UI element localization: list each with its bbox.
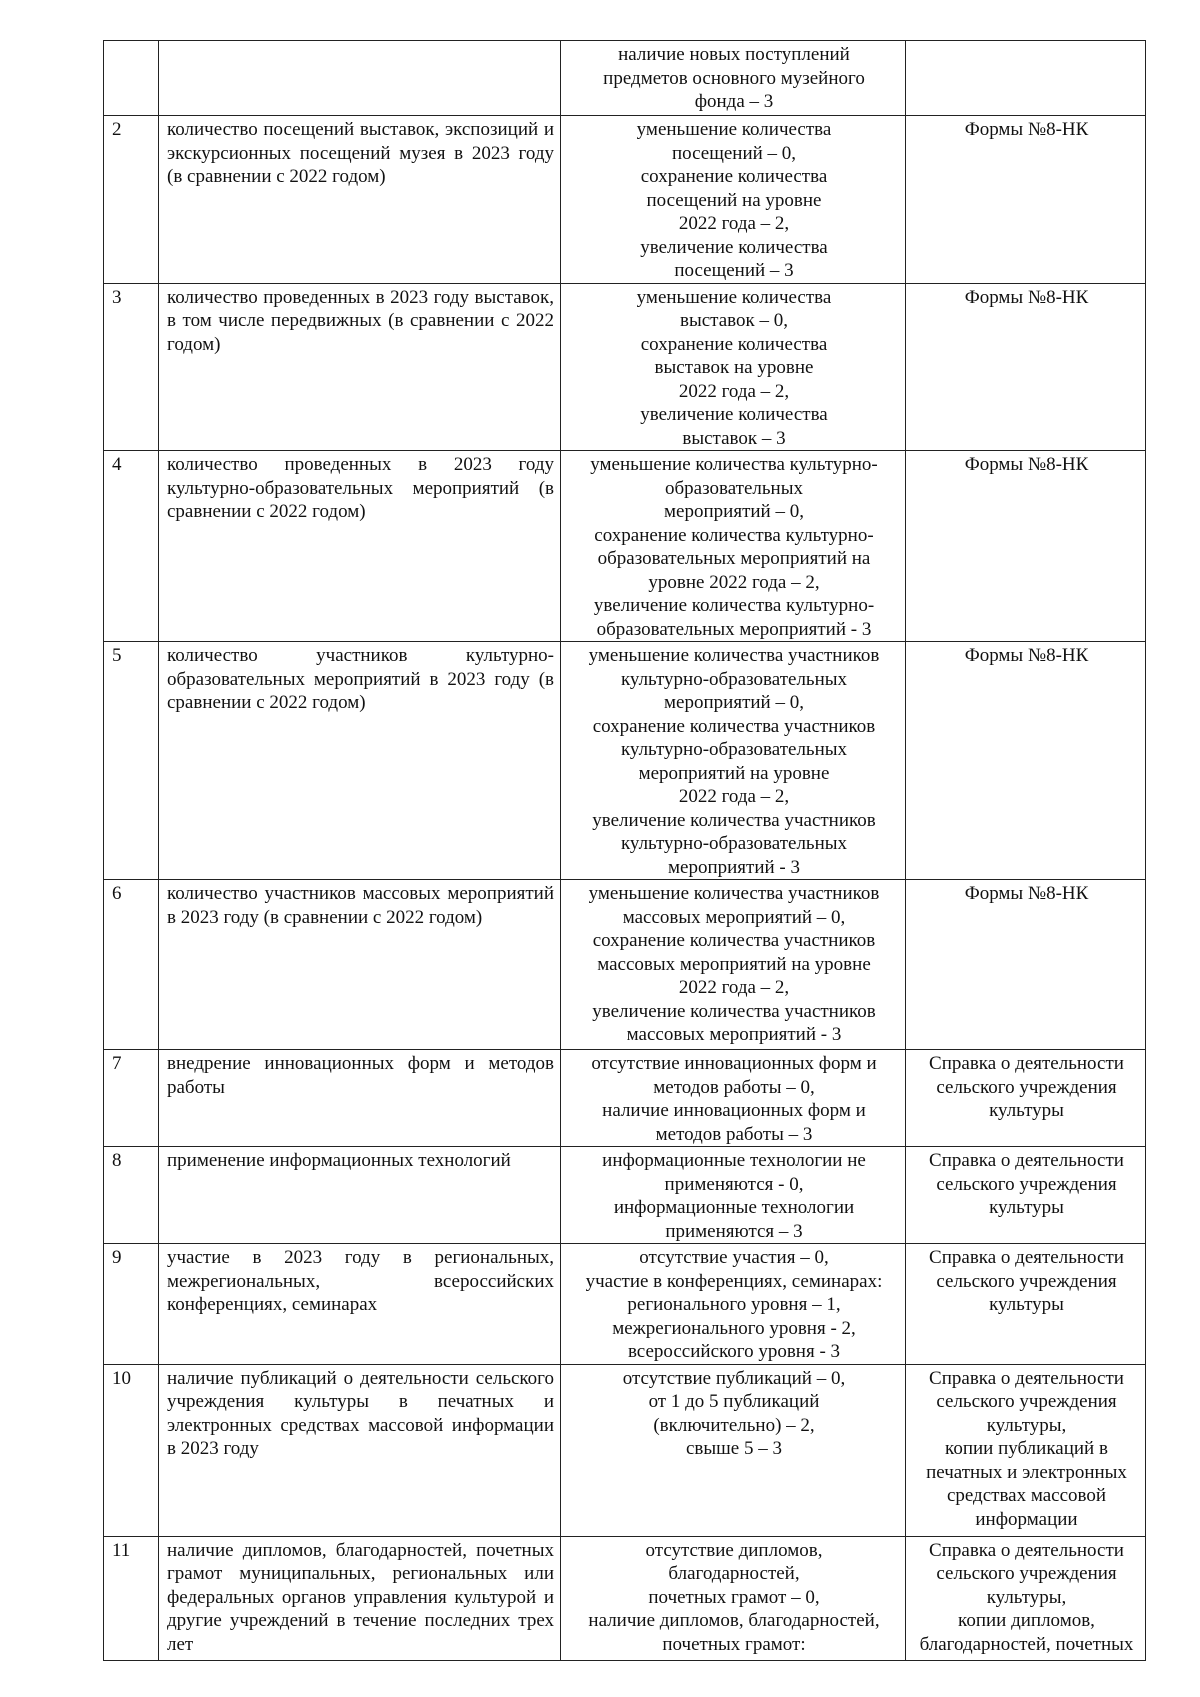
scoring-line: увеличение количества: [640, 404, 828, 425]
row-number: 5: [104, 642, 159, 880]
scoring-line: увеличение количества культурно-: [593, 595, 875, 616]
table-row: [104, 1364, 1146, 1536]
source-line: средствах массовой: [946, 1485, 1107, 1506]
scoring-line: образовательных: [665, 477, 803, 499]
row-number: 2: [104, 116, 159, 284]
table-row: [104, 283, 1146, 451]
scoring-line: наличие новых поступлений: [618, 44, 850, 65]
table-row: [104, 880, 1146, 1050]
row-number: 7: [104, 1050, 159, 1147]
scoring-line: методов работы – 0,: [653, 1076, 815, 1098]
criterion-text: наличие публикаций о деятельности сельского учреждения культуры в печатных и электронных средствах массовой информации в 2023 году: [159, 1364, 561, 1536]
scoring-line: сохранение количества участников: [592, 930, 876, 951]
scoring-line: предметов основного музейного: [603, 67, 865, 89]
source-cell: [906, 1050, 1146, 1147]
table-row: [104, 1050, 1146, 1147]
criterion-text: наличие дипломов, благодарностей, почетных грамот муниципальных, региональных или федеральных органов управления культурой и другие учреждений в течение последних трех лет: [159, 1536, 561, 1660]
scoring-line: выставок на уровне: [654, 357, 814, 378]
source-cell: [906, 116, 1146, 284]
scoring-line: массовых мероприятий – 0,: [622, 906, 846, 928]
table-row: [104, 1147, 1146, 1244]
scoring-cell: [561, 1050, 906, 1147]
scoring-cell: [561, 1244, 906, 1365]
scoring-line: применяются - 0,: [664, 1173, 804, 1195]
source-line: Справка о деятельности: [929, 1150, 1124, 1171]
scoring-line: сохранение количества: [640, 333, 828, 355]
scoring-line: культурно-образовательных: [620, 833, 848, 854]
source-line: сельского учреждения: [936, 1076, 1117, 1098]
scoring-line: мероприятий на уровне: [638, 762, 830, 784]
row-number: 6: [104, 880, 159, 1050]
scoring-line: посещений на уровне: [646, 189, 822, 211]
scoring-line: массовых мероприятий на уровне: [597, 953, 871, 975]
source-line: культуры: [989, 1197, 1064, 1218]
row-number: 9: [104, 1244, 159, 1365]
criterion-text: количество проведенных в 2023 году культурно-образовательных мероприятий (в сравнении с 2022 годом): [159, 451, 561, 642]
scoring-cell: [561, 451, 906, 642]
source-line: копии публикаций в: [945, 1438, 1108, 1459]
source-cell: [906, 451, 1146, 642]
source-line: копии дипломов,: [958, 1610, 1095, 1631]
row-number: 8: [104, 1147, 159, 1244]
source-line: Формы №8-НК: [964, 645, 1089, 666]
source-line: культуры: [989, 1294, 1064, 1315]
row-number: 11: [104, 1536, 159, 1660]
scoring-cell: [561, 1147, 906, 1244]
scoring-line: увеличение количества участников: [592, 1000, 876, 1022]
source-line: информации: [975, 1508, 1078, 1530]
source-cell: [906, 283, 1146, 451]
scoring-line: от 1 до 5 публикаций: [648, 1391, 820, 1412]
scoring-line: межрегионального уровня - 2,: [612, 1317, 856, 1339]
scoring-cell: [561, 283, 906, 451]
scoring-cell: [561, 642, 906, 880]
scoring-line: благодарностей,: [668, 1563, 800, 1584]
scoring-line: культурно-образовательных: [620, 668, 848, 690]
scoring-line: мероприятий – 0,: [664, 692, 804, 713]
scoring-line: почетных грамот:: [662, 1633, 806, 1655]
scoring-line: сохранение количества культурно-: [594, 524, 874, 546]
row-number: 3: [104, 283, 159, 451]
scoring-line: выставок – 3: [682, 427, 786, 449]
source-cell: [906, 1536, 1146, 1660]
criterion-text: [159, 41, 561, 116]
scoring-line: посещений – 0,: [671, 142, 797, 164]
criterion-text: количество участников массовых мероприятий в 2023 году (в сравнении с 2022 годом): [159, 880, 561, 1050]
scoring-line: отсутствие дипломов,: [645, 1539, 823, 1561]
scoring-line: образовательных мероприятий на: [597, 548, 871, 569]
table-row: [104, 451, 1146, 642]
scoring-line: отсутствие участия – 0,: [639, 1247, 829, 1268]
source-line: печатных и электронных: [926, 1461, 1127, 1483]
scoring-line: 2022 года – 2,: [678, 213, 790, 234]
criterion-text: количество проведенных в 2023 году выставок, в том числе передвижных (в сравнении с 2022 годом): [159, 283, 561, 451]
source-line: сельского учреждения: [936, 1173, 1117, 1195]
source-line: Справка о деятельности: [929, 1053, 1124, 1074]
scoring-line: регионального уровня – 1,: [627, 1294, 841, 1315]
scoring-line: выставок – 0,: [680, 310, 788, 331]
table-row: [104, 1536, 1146, 1660]
source-cell: [906, 1364, 1146, 1536]
source-line: Формы №8-НК: [964, 883, 1089, 904]
row-number: 4: [104, 451, 159, 642]
scoring-line: 2022 года – 2,: [678, 380, 790, 402]
scoring-line: увеличение количества участников: [592, 809, 876, 831]
scoring-cell: [561, 1364, 906, 1536]
source-line: сельского учреждения: [936, 1391, 1117, 1412]
source-line: сельского учреждения: [936, 1270, 1117, 1292]
criteria-table: [103, 40, 1146, 1661]
source-line: культуры: [989, 1100, 1064, 1121]
scoring-line: образовательных мероприятий - 3: [596, 618, 872, 640]
scoring-cell: [561, 116, 906, 284]
scoring-line: сохранение количества: [640, 166, 828, 187]
scoring-line: наличие инновационных форм и: [602, 1100, 866, 1121]
source-cell: [906, 41, 1146, 116]
criterion-text: количество участников культурно-образовательных мероприятий в 2023 году (в сравнении с 2022 годом): [159, 642, 561, 880]
source-line: Формы №8-НК: [964, 454, 1089, 475]
scoring-cell: [561, 1536, 906, 1660]
scoring-line: всероссийского уровня - 3: [627, 1341, 841, 1362]
scoring-line: информационные технологии не: [602, 1150, 866, 1171]
scoring-line: уровне 2022 года – 2,: [648, 571, 820, 593]
table-row: [104, 642, 1146, 880]
row-number: [104, 41, 159, 116]
scoring-line: уменьшение количества участников: [588, 645, 880, 666]
table-row: [104, 41, 1146, 116]
scoring-line: отсутствие публикаций – 0,: [622, 1367, 846, 1389]
scoring-cell: [561, 41, 906, 116]
source-cell: [906, 880, 1146, 1050]
source-line: сельского учреждения: [936, 1563, 1117, 1584]
scoring-line: мероприятий – 0,: [664, 501, 804, 522]
row-number: 10: [104, 1364, 159, 1536]
scoring-line: уменьшение количества: [636, 119, 832, 140]
criterion-text: применение информационных технологий: [159, 1147, 561, 1244]
source-line: Справка о деятельности: [929, 1367, 1124, 1389]
scoring-line: уменьшение количества участников: [588, 883, 880, 904]
table-row: [104, 116, 1146, 284]
criterion-text: внедрение инновационных форм и методов работы: [159, 1050, 561, 1147]
scoring-line: сохранение количества участников: [592, 715, 876, 737]
scoring-line: 2022 года – 2,: [678, 977, 790, 998]
scoring-line: участие в конференциях, семинарах:: [585, 1270, 883, 1292]
source-line: Формы №8-НК: [964, 286, 1089, 308]
scoring-line: почетных грамот – 0,: [648, 1586, 820, 1608]
scoring-line: увеличение количества: [640, 236, 828, 258]
source-line: Справка о деятельности: [929, 1247, 1124, 1268]
scoring-cell: [561, 880, 906, 1050]
scoring-line: культурно-образовательных: [620, 739, 848, 760]
scoring-line: 2022 года – 2,: [678, 786, 790, 807]
source-line: Формы №8-НК: [964, 119, 1089, 140]
criterion-text: количество посещений выставок, экспозиций и экскурсионных посещений музея в 2023 году (в сравнении с 2022 годом): [159, 116, 561, 284]
source-line: культуры,: [986, 1414, 1067, 1436]
scoring-line: массовых мероприятий - 3: [626, 1024, 842, 1045]
scoring-line: уменьшение количества: [636, 286, 832, 308]
scoring-line: методов работы – 3: [655, 1123, 813, 1145]
scoring-line: информационные технологии: [613, 1197, 855, 1218]
scoring-line: наличие дипломов, благодарностей,: [588, 1610, 880, 1631]
source-cell: [906, 1147, 1146, 1244]
criterion-text: участие в 2023 году в региональных, межрегиональных, всероссийских конференциях, семинарах: [159, 1244, 561, 1365]
scoring-line: посещений – 3: [674, 260, 794, 281]
scoring-line: свыше 5 – 3: [686, 1438, 782, 1459]
scoring-line: (включительно) – 2,: [653, 1414, 815, 1436]
source-cell: [906, 1244, 1146, 1365]
source-cell: [906, 642, 1146, 880]
scoring-line: уменьшение количества культурно-: [590, 454, 878, 475]
scoring-line: фонда – 3: [694, 91, 774, 112]
scoring-line: отсутствие инновационных форм и: [591, 1053, 877, 1074]
source-line: культуры,: [986, 1586, 1067, 1608]
source-line: Справка о деятельности: [929, 1539, 1124, 1561]
source-line: благодарностей, почетных: [919, 1633, 1134, 1655]
scoring-line: мероприятий - 3: [668, 856, 800, 878]
scoring-line: применяются – 3: [665, 1220, 803, 1242]
table-row: [104, 1244, 1146, 1365]
